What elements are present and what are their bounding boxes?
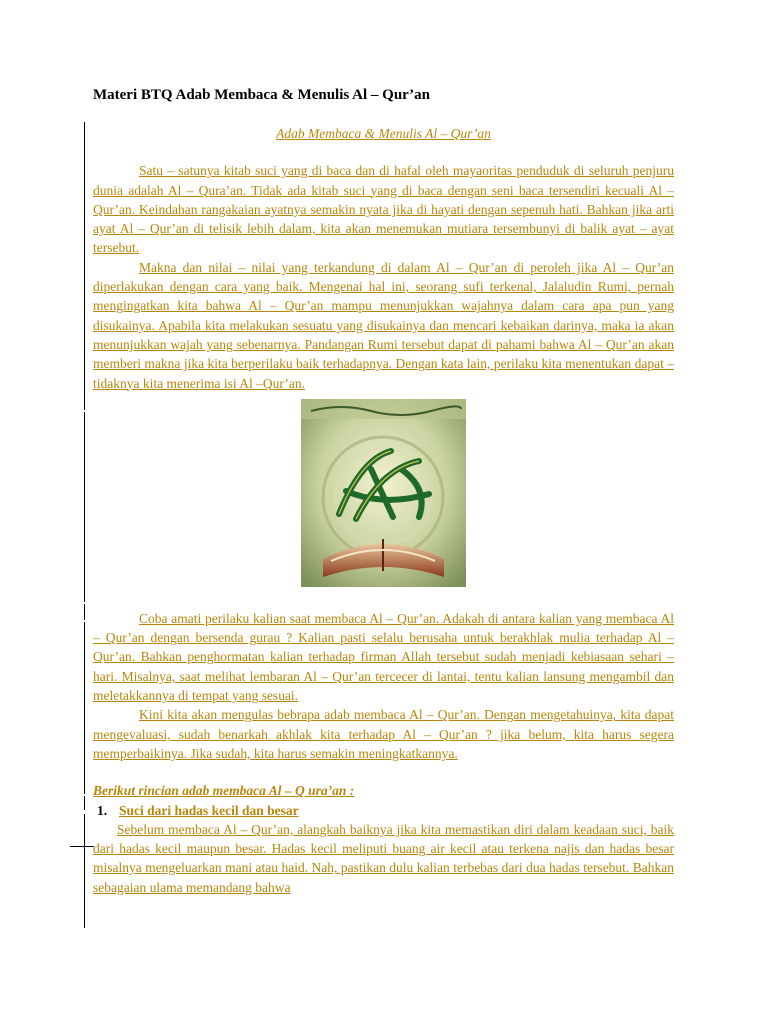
paragraph: Coba amati perilaku kalian saat membaca Al – Qur’an. Adakah di antara kalian yang membaca Al – Qur’an dengan bersenda gurau ? Kalian pasti selalu berusaha untuk berakhlak mulia terhadap Al – Qur’an. Bahkan penghormatan kalian terhadap firman Allah tersebut sudah menjadi kebiasaan sehari – hari. Misalnya, saat melihat lembaran Al – Qur’an tercecer di lantai, tentu kalian lansung mengambil dan meletakkannya di tempat yang sesuai. bbox=[93, 610, 674, 704]
change-bar bbox=[84, 796, 85, 810]
paragraph: Makna dan nilai – nilai yang terkandung di dalam Al – Qur’an di peroleh jika Al – Qur’an diperlakukan dengan cara yang baik. Mengenai hal ini, seorang sufi terkenal, Jalaludin Rumi, pernah mengingatkan kita bahwa Al – Qur’an mampu menunjukkan wajahnya dalam cara apa pun yang disukainya. Apabila kita melakukan sesuatu yang disukainya dan mencari kebaikan darinya, maka ia akan menunjukkan wajah yang sebenarnya. Pandangan Rumi tersebut dapat di pahami bahwa Al – Qur’an akan memberi makna jika kita berperilaku baik terhadapnya. Dengan kata lain, perilaku kita menentukan dapat – tidaknya kita menerima isi Al –Qur’an. bbox=[93, 259, 674, 391]
list-marker-rule bbox=[70, 846, 94, 847]
list-heading: Berikut rincian adab membaca Al – Q ura’an : bbox=[93, 783, 355, 799]
list-item-label: Suci dari hadas kecil dan besar bbox=[119, 802, 299, 818]
list-item-text: Sebelum membaca Al – Qur’an, alangkah baiknya jika kita memastikan diri dalam keadaan suci, baik dari hadas kecil maupun besar. Hadas kecil meliputi buang air kecil atau terkena najis dan hadas besar misalnya mengeluarkan mani atau haid. Nah, pastikan dulu kalian terbebas dari dua hadas tersebut. Bahkan sebagaian ulama memandang bahwa bbox=[93, 821, 674, 895]
list-number: 1. bbox=[97, 802, 108, 818]
quran-calligraphy-image bbox=[301, 399, 466, 587]
change-bar bbox=[84, 122, 85, 160]
paragraph: Kini kita akan mengulas bebrapa adab membaca Al – Qur’an. Dengan mengetahuinya, kita dapat mengevaluasi, sudah benarkah akhlak kita terhadap Al – Qur’an ? jika belum, kita harus segera memperbaikinya. Jika sudah, kita harus semakin meningkatkannya. bbox=[93, 707, 674, 761]
change-bar bbox=[84, 604, 85, 620]
document-subtitle: Adab Membaca & Menulis Al – Qur’an bbox=[276, 126, 491, 141]
document-body bbox=[93, 120, 674, 897]
paragraph: Satu – satunya kitab suci yang di baca dan di hafal oleh mayaoritas penduduk di seluruh penjuru dunia adalah Al – Qura’an. Tidak ada kitab suci yang di baca dengan seni baca tersendiri kecuali Al –Qur’an. Keindahan rangakaian ayatnya semakin nyata jika di hayati dengan sepenuh hati. Bahkan jika arti ayat Al – Qur’an di telisik lebih dalam, kita akan menemukan mutiara tersembunyi di balik ayat – ayat tersebut. bbox=[93, 163, 674, 256]
change-bar bbox=[84, 160, 85, 410]
change-bar bbox=[84, 622, 85, 794]
list-item-heading bbox=[93, 801, 674, 820]
change-bar bbox=[84, 814, 85, 928]
document-title: Materi BTQ Adab Membaca & Menulis Al – Qur’an bbox=[93, 87, 430, 103]
change-bar bbox=[84, 412, 85, 602]
